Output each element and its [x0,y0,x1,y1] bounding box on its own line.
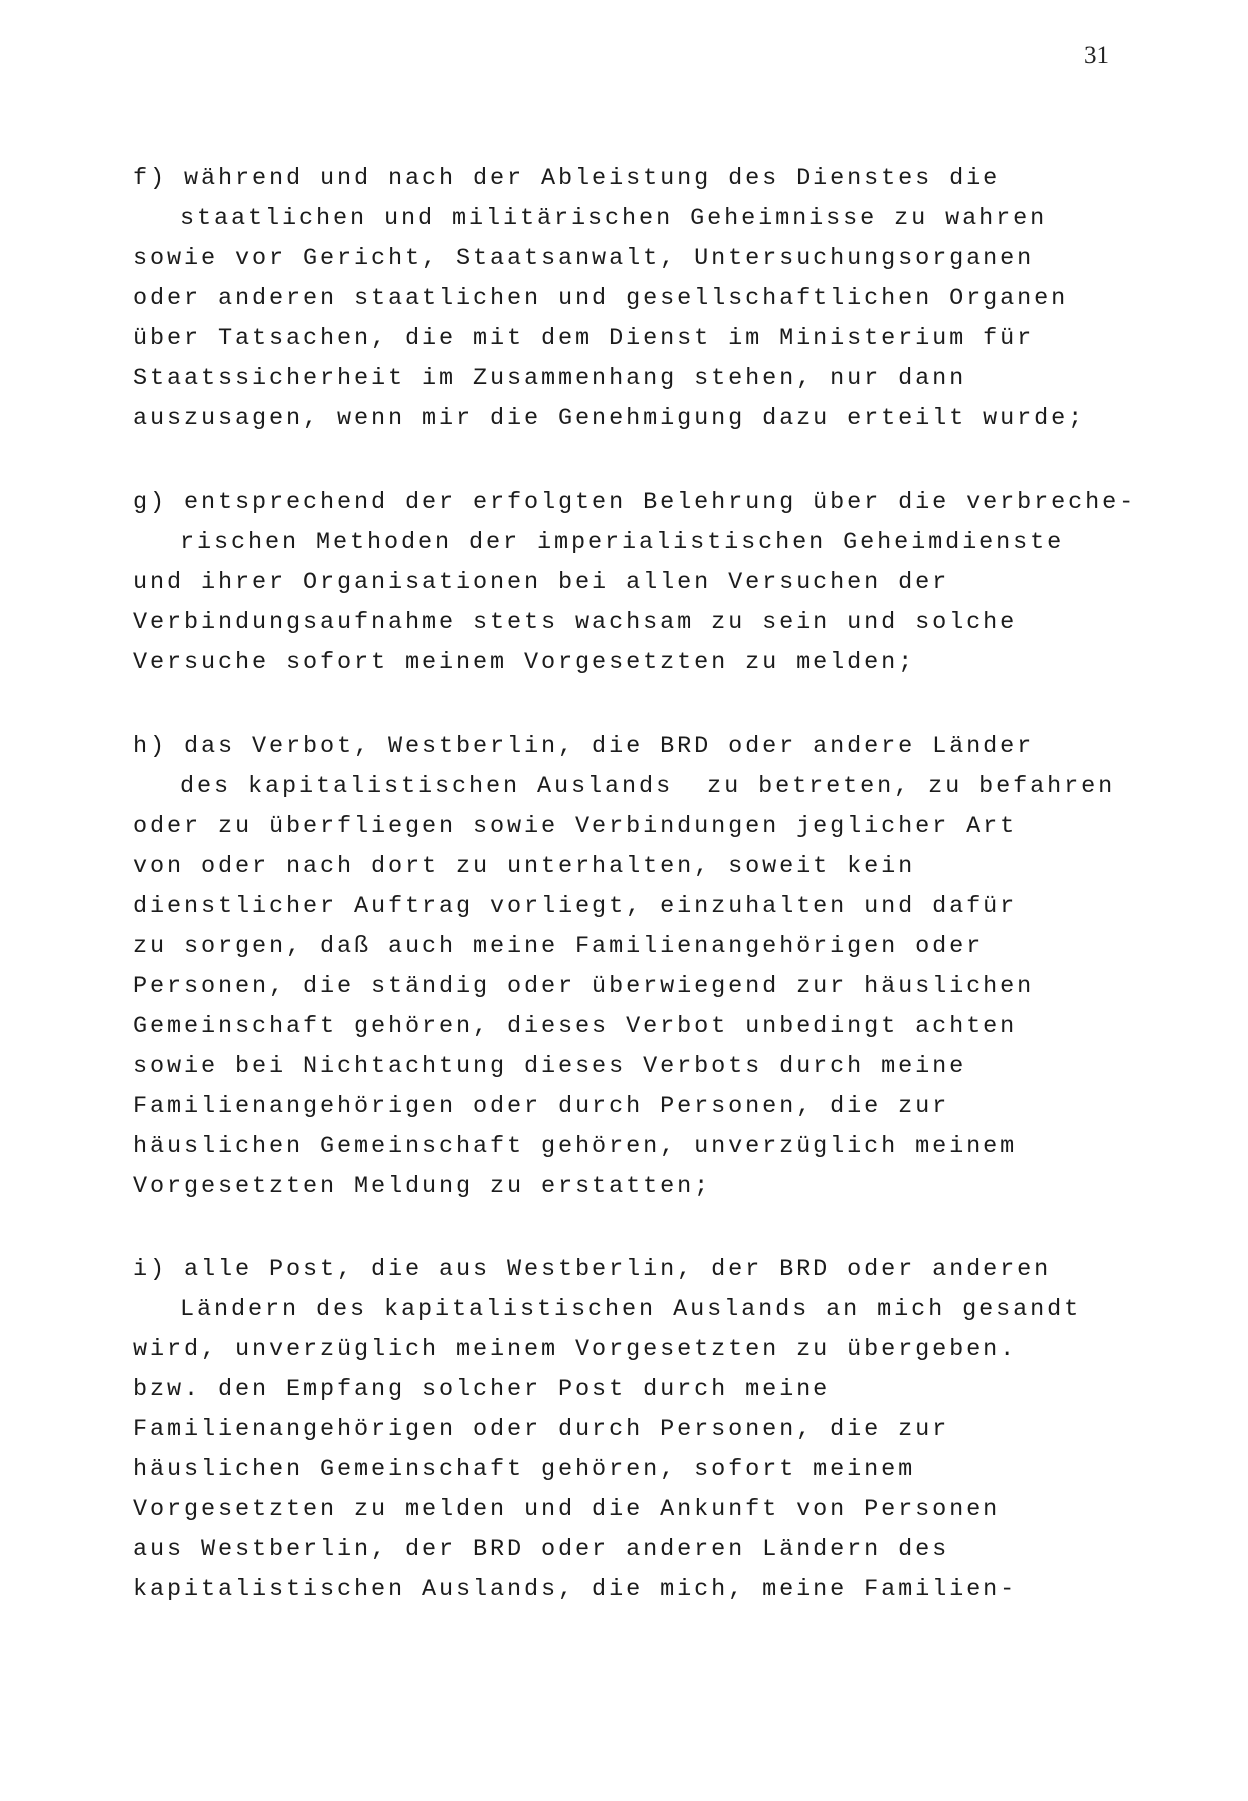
text-line: Gemeinschaft gehören, dieses Verbot unbedingt achten [133,1013,1018,1040]
text-line: h) das Verbot, Westberlin, die BRD oder andere Länder [133,733,1035,760]
paragraph-f [133,159,1153,439]
text-line: über Tatsachen, die mit dem Dienst im Ministerium für [133,325,1035,352]
text-line: Ländern des kapitalistischen Auslands an mich gesandt [180,1296,1082,1323]
text-line: Personen, die ständig oder überwiegend zur häuslichen [133,973,1035,1000]
text-line: Staatssicherheit im Zusammenhang stehen, nur dann [133,365,967,392]
text-line: von oder nach dort zu unterhalten, soweit kein [133,853,916,880]
text-line: häuslichen Gemeinschaft gehören, sofort meinem [133,1456,916,1483]
page-number: 31 [1084,42,1109,69]
text-line: des kapitalistischen Auslands zu betreten, zu befahren [180,773,1116,800]
text-line: und ihrer Organisationen bei allen Versuchen der [133,569,950,596]
text-line: kapitalistischen Auslands, die mich, meine Familien- [133,1576,1018,1603]
text-line: Familienangehörigen oder durch Personen, die zur [133,1093,950,1120]
text-line: sowie bei Nichtachtung dieses Verbots durch meine [133,1053,967,1080]
text-line: Verbindungsaufnahme stets wachsam zu sein und solche [133,609,1018,636]
text-line: i) alle Post, die aus Westberlin, der BRD oder anderen [133,1256,1052,1283]
text-line: sowie vor Gericht, Staatsanwalt, Untersuchungsorganen [133,245,1035,272]
text-line: rischen Methoden der imperialistischen Geheimdienste [180,529,1065,556]
text-line: oder anderen staatlichen und gesellschaftlichen Organen [133,285,1069,312]
text-line: wird, unverzüglich meinem Vorgesetzten zu übergeben. [133,1336,1018,1363]
text-line: dienstlicher Auftrag vorliegt, einzuhalten und dafür [133,893,1018,920]
text-line: g) entsprechend der erfolgten Belehrung über die verbreche- [133,489,1137,516]
text-line: bzw. den Empfang solcher Post durch meine [133,1376,831,1403]
text-line: häuslichen Gemeinschaft gehören, unverzüglich meinem [133,1133,1018,1160]
text-line: Vorgesetzten zu melden und die Ankunft von Personen [133,1496,1001,1523]
text-line: auszusagen, wenn mir die Genehmigung dazu erteilt wurde; [133,405,1086,432]
text-line: Vorgesetzten Meldung zu erstatten; [133,1173,712,1200]
text-line: Versuche sofort meinem Vorgesetzten zu melden; [133,649,916,676]
paragraph-i [133,1250,1153,1610]
text-line: staatlichen und militärischen Geheimnisse zu wahren [180,205,1048,232]
text-line: f) während und nach der Ableistung des Dienstes die [133,165,1001,192]
text-line: zu sorgen, daß auch meine Familienangehörigen oder [133,933,984,960]
text-line: oder zu überfliegen sowie Verbindungen jeglicher Art [133,813,1018,840]
paragraph-h [133,727,1153,1207]
text-line: aus Westberlin, der BRD oder anderen Ländern des [133,1536,950,1563]
text-line: Familienangehörigen oder durch Personen, die zur [133,1416,950,1443]
paragraph-g [133,483,1153,683]
